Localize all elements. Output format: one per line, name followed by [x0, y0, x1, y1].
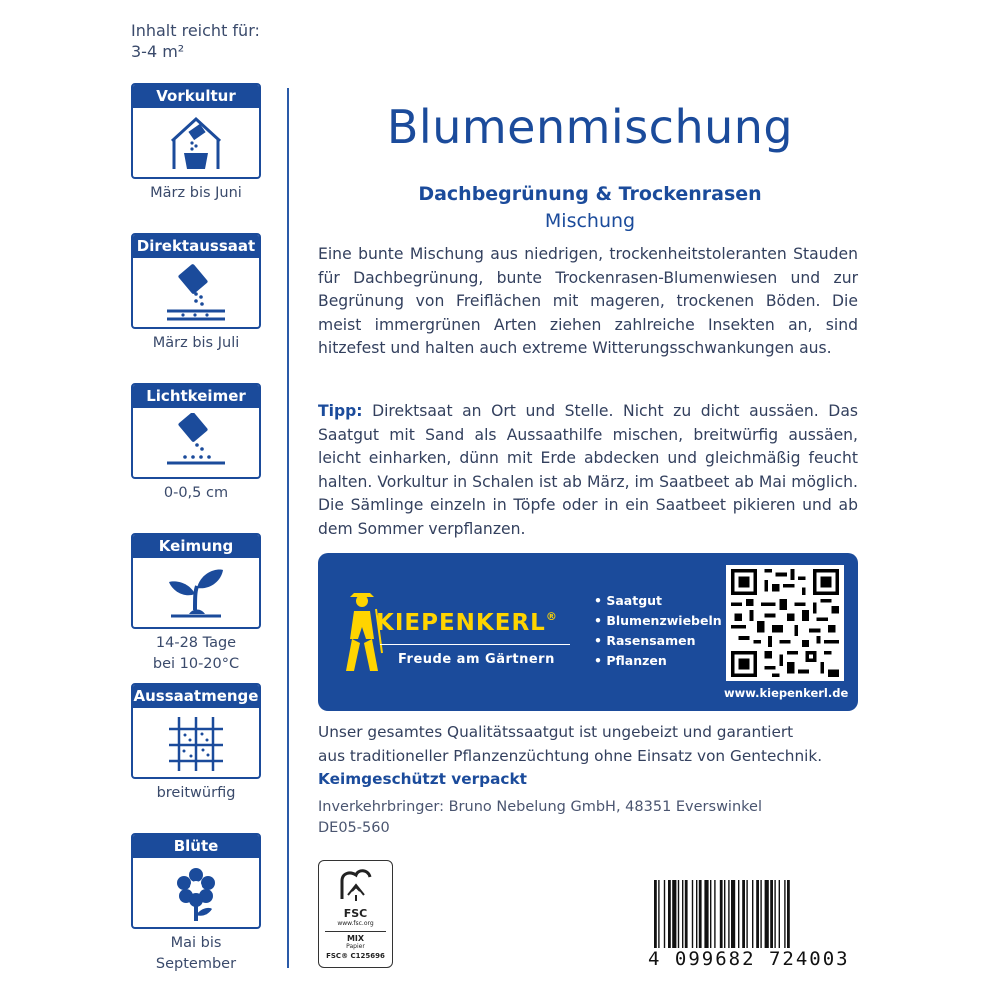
- card-title: Direktaussaat: [133, 235, 259, 258]
- card-title: Keimung: [133, 535, 259, 558]
- quality-line-1: Unser gesamtes Qualitätssaatgut ist ungebeizt und garantiert: [318, 723, 794, 741]
- fsc-label: FSC: [343, 907, 368, 920]
- card-vorkultur: [131, 83, 261, 179]
- card-bluete: [131, 833, 261, 929]
- quality-bold-note: Keimgeschützt verpackt: [318, 770, 527, 788]
- card-aussaatmenge: [131, 683, 261, 779]
- card-caption-bluete: [131, 933, 261, 975]
- content-info-value: 3-4 m²: [131, 42, 185, 61]
- organic-code: DE05-560: [318, 820, 390, 836]
- barcode-bar: [658, 880, 659, 948]
- card-title: Blüte: [133, 835, 259, 858]
- fsc-mix: MIX: [346, 934, 365, 943]
- card-caption-vorkultur: März bis Juni: [150, 185, 242, 201]
- fsc-site: www.fsc.org: [337, 920, 374, 927]
- brand-tagline: Freude am Gärtnern: [398, 652, 555, 667]
- barcode-bar: [752, 880, 753, 948]
- barcode-bar: [710, 880, 711, 948]
- list-item: • Blumenzwiebeln: [594, 611, 722, 631]
- barcode-bar: [787, 880, 790, 948]
- barcode-bar: [756, 880, 759, 948]
- card-caption-keimung: [131, 633, 261, 675]
- barcode-bar: [654, 880, 657, 948]
- card-keimung: [131, 533, 261, 629]
- barcode-bar: [765, 880, 769, 948]
- barcode-bar: [724, 880, 725, 948]
- barcode-bar: [728, 880, 729, 948]
- card-title: Lichtkeimer: [133, 385, 259, 408]
- greenhouse-pot-icon: [166, 113, 226, 173]
- kiepenkerl-banner: [318, 553, 858, 711]
- barcode-bar: [720, 880, 723, 948]
- list-item: • Pflanzen: [594, 651, 722, 671]
- grid-seeds-icon: [165, 713, 227, 773]
- barcode-bar: [682, 880, 683, 948]
- barcode-bar: [746, 880, 747, 948]
- barcode-bar: [738, 880, 739, 948]
- barcode-bar: [668, 880, 671, 948]
- barcode-bar: [774, 880, 775, 948]
- brand-name: KIEPENKERL®: [376, 610, 558, 636]
- column-divider: [287, 88, 289, 968]
- keimung-days: 14-28 Tage: [155, 635, 237, 651]
- distributor-info: [318, 797, 762, 839]
- card-caption-lichtkeimer: 0-0,5 cm: [163, 485, 229, 501]
- card-lichtkeimer: [131, 383, 261, 479]
- barcode-bar: [770, 880, 773, 948]
- barcode-bar: [714, 880, 715, 948]
- barcode-bar: [699, 880, 702, 948]
- tip-paragraph: [318, 400, 858, 541]
- card-caption-direktaussaat: März bis Juli: [152, 335, 240, 351]
- barcode-bar: [672, 880, 676, 948]
- barcode-bar: [742, 880, 745, 948]
- seed-packet-surface-icon: [161, 413, 231, 473]
- quality-line-2: aus traditioneller Pflanzenzüchtung ohne Einsatz von Gentechnik.: [318, 746, 823, 765]
- website-link[interactable]: www.kiepenkerl.de: [724, 686, 849, 700]
- qr-code[interactable]: [726, 565, 844, 681]
- barcode-bar: [760, 880, 761, 948]
- content-info-label: Inhalt reicht für:: [131, 21, 260, 40]
- barcode-bar: [685, 880, 688, 948]
- brand-underline: [380, 644, 570, 645]
- product-subtitle-mischung: Mischung: [544, 210, 636, 232]
- fsc-logo: [318, 860, 393, 968]
- seedling-icon: [161, 562, 231, 624]
- barcode-bar: [779, 880, 780, 948]
- tip-text: Direktsaat an Ort und Stelle. Nicht zu dicht aussäen. Das Saatgut mit Sand als Aussaathilfe mischen, breitwürfig aussäen, leicht einharken, dünn mit Erde abdecken und gleichmäßig feucht halten. Vorkultur in Schalen ist ab März, im Saatbeet ab Mai möglich. Die Sämlinge einzeln in Töpfe oder in ein Saatbeet pikieren und ab dem Sommer verpflanzen.: [318, 402, 858, 538]
- quality-statement: [318, 721, 878, 792]
- card-direktaussaat: [131, 233, 261, 329]
- barcode-bar: [678, 880, 679, 948]
- keimung-temperature: bei 10-20°C: [152, 656, 240, 672]
- product-subtitle: Dachbegrünung & Trockenrasen: [418, 183, 762, 205]
- barcode-bar: [704, 880, 708, 948]
- card-caption-aussaatmenge: breitwürfig: [156, 785, 236, 801]
- barcode-number: 4 099682 724003: [648, 948, 850, 970]
- barcode-bar: [784, 880, 785, 948]
- bluete-start: Mai bis: [170, 935, 222, 951]
- content-info: [131, 20, 260, 62]
- card-title: Vorkultur: [133, 85, 259, 108]
- qr-code-icon: [730, 569, 840, 677]
- tip-label: Tipp:: [318, 402, 363, 420]
- product-title: Blumenmischung: [386, 100, 794, 154]
- barcode-bar: [664, 880, 665, 948]
- fsc-papier: Papier: [346, 943, 365, 950]
- fsc-tree-icon: [336, 865, 376, 903]
- product-description: Eine bunte Mischung aus niedrigen, trockenheitstoleranten Stauden für Dachbegrünung, bunte Trockenrasen-Blumenwiesen und zur Begrünung von Freiflächen mit mageren, trockenen Böden. Die meist immergrünen Arten ziehen zahlreiche Insekten an, sind hitzefest und halten auch extreme Witterungsschwankungen aus.: [318, 245, 858, 357]
- bluete-end: September: [155, 956, 237, 972]
- fsc-code: FSC® C125696: [326, 952, 385, 960]
- list-item: • Rasensamen: [594, 631, 722, 651]
- seed-packet-soil-icon: [161, 263, 231, 323]
- card-title: Aussaatmenge: [133, 685, 259, 708]
- product-category-list: [594, 591, 722, 671]
- barcode-bar: [696, 880, 697, 948]
- list-item: • Saatgut: [594, 591, 722, 611]
- barcode-bar: [692, 880, 693, 948]
- flower-icon: [166, 863, 226, 923]
- distributor-line: Inverkehrbringer: Bruno Nebelung GmbH, 48351 Everswinkel: [318, 799, 762, 815]
- barcode-bar: [731, 880, 735, 948]
